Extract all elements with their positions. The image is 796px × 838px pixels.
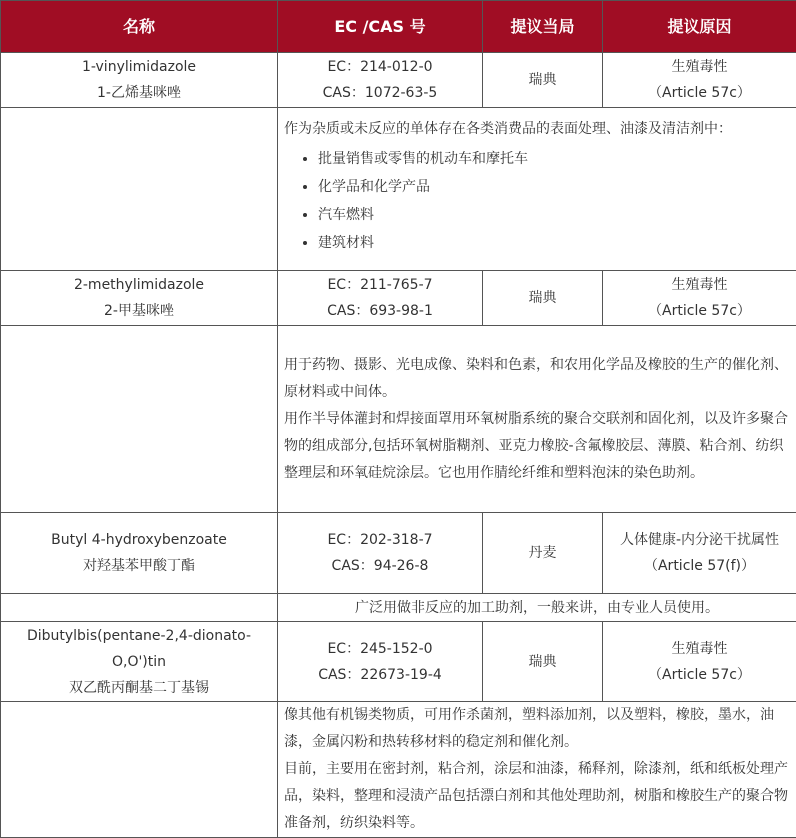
substance-row <box>1 53 796 108</box>
reason-cell <box>603 622 796 702</box>
reason-cell <box>603 53 796 108</box>
ec-number: EC：214-012-0 <box>284 54 476 80</box>
cas-number: CAS：1072-63-5 <box>284 80 476 106</box>
header-row <box>1 1 796 53</box>
reason-text: 生殖毒性 <box>609 54 790 80</box>
reason-article: （Article 57c） <box>609 662 790 688</box>
usage-description <box>278 702 796 838</box>
reason-text: 人体健康-内分泌干扰属性 <box>609 527 790 553</box>
header-authority: 提议当局 <box>483 1 603 53</box>
reason-article: （Article 57(f)） <box>609 553 790 579</box>
header-reason: 提议原因 <box>603 1 796 53</box>
usage-paragraph: 用于药物、摄影、光电成像、染料和色素，和农用化学品及橡胶的生产的催化剂、原材料或中间体。 <box>284 352 790 406</box>
authority-cell: 丹麦 <box>483 513 603 594</box>
empty-cell <box>1 594 278 622</box>
usage-description <box>278 326 796 513</box>
cas-number: CAS：693-98-1 <box>284 298 476 324</box>
usage-intro: 作为杂质或未反应的单体存在各类消费品的表面处理、油漆及清洁剂中： <box>284 116 790 143</box>
substance-row <box>1 271 796 326</box>
reason-article: （Article 57c） <box>609 298 790 324</box>
list-item: • 化学品和化学产品 <box>318 173 790 201</box>
substance-name-en: Dibutylbis(pentane-2,4-dionato-O,O')tin <box>7 623 271 675</box>
empty-cell <box>1 326 278 513</box>
list-item: • 汽车燃料 <box>318 201 790 229</box>
substance-name-zh: 双乙酰丙酮基二丁基锡 <box>7 675 271 701</box>
empty-cell <box>1 108 278 271</box>
usage-description: 广泛用做非反应的加工助剂，一般来讲，由专业人员使用。 <box>278 594 796 622</box>
substance-name-cell <box>1 622 278 702</box>
ec-cas-cell <box>278 513 483 594</box>
usage-row <box>1 108 796 271</box>
ec-cas-cell <box>278 271 483 326</box>
list-item: • 建筑材料 <box>318 229 790 257</box>
ec-number: EC：202-318-7 <box>284 527 476 553</box>
reason-article: （Article 57c） <box>609 80 790 106</box>
authority-cell: 瑞典 <box>483 53 603 108</box>
ec-cas-cell <box>278 622 483 702</box>
ec-number: EC：211-765-7 <box>284 272 476 298</box>
authority-cell: 瑞典 <box>483 622 603 702</box>
usage-paragraph: 用作半导体灌封和焊接面罩用环氧树脂系统的聚合交联剂和固化剂，以及许多聚合物的组成部分,包括环氧树脂糊剂、亚克力橡胶-含氟橡胶层、薄膜、粘合剂、纺织整理层和环氧硅烷涂层。它也用作腈纶纤维和塑料泡沫的染色助剂。 <box>284 406 790 487</box>
substance-row <box>1 622 796 702</box>
substance-name-en: 1-vinylimidazole <box>7 54 271 80</box>
substance-name-zh: 对羟基苯甲酸丁酯 <box>7 553 271 579</box>
cas-number: CAS：94-26-8 <box>284 553 476 579</box>
empty-cell <box>1 702 278 838</box>
substance-name-zh: 1-乙烯基咪唑 <box>7 80 271 106</box>
authority-cell: 瑞典 <box>483 271 603 326</box>
reason-text: 生殖毒性 <box>609 636 790 662</box>
list-item: • 批量销售或零售的机动车和摩托车 <box>318 145 790 173</box>
substance-name-en: 2-methylimidazole <box>7 272 271 298</box>
usage-paragraph: 目前，主要用在密封剂，粘合剂，涂层和油漆，稀释剂，除漆剂，纸和纸板处理产品，染料，整理和浸渍产品包括漂白剂和其他处理助剂，树脂和橡胶生产的聚合物准备剂，纺织染料等。 <box>284 756 790 837</box>
cas-number: CAS：22673-19-4 <box>284 662 476 688</box>
substance-name-zh: 2-甲基咪唑 <box>7 298 271 324</box>
reason-text: 生殖毒性 <box>609 272 790 298</box>
usage-list <box>284 145 790 257</box>
ec-cas-cell <box>278 53 483 108</box>
substance-name-en: Butyl 4-hydroxybenzoate <box>7 527 271 553</box>
usage-paragraph: 像其他有机锡类物质，可用作杀菌剂，塑料添加剂，以及塑料，橡胶，墨水，油漆，金属闪粉和热转移材料的稳定剂和催化剂。 <box>284 702 790 756</box>
usage-row <box>1 594 796 622</box>
reason-cell <box>603 271 796 326</box>
substance-name-cell <box>1 53 278 108</box>
substance-row <box>1 513 796 594</box>
usage-row <box>1 702 796 838</box>
substance-name-cell <box>1 271 278 326</box>
ec-number: EC：245-152-0 <box>284 636 476 662</box>
usage-description <box>278 108 796 271</box>
substance-name-cell <box>1 513 278 594</box>
header-ec-cas: EC /CAS 号 <box>278 1 483 53</box>
header-name: 名称 <box>1 1 278 53</box>
reason-cell <box>603 513 796 594</box>
usage-row <box>1 326 796 513</box>
